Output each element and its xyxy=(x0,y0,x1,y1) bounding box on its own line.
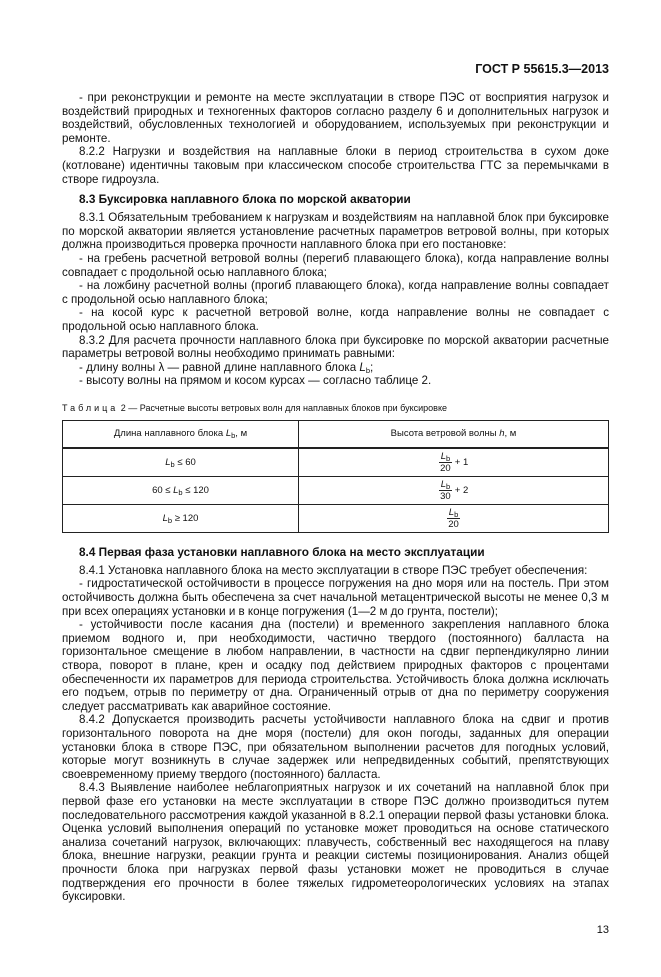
paragraph: 8.3.2 Для расчета прочности наплавного блока при буксировке по морской акватории расчетные параметры ветровой волны необходимо принимать равными: xyxy=(62,333,609,361)
subscript: b xyxy=(170,459,175,469)
text: ≤ 60 xyxy=(174,456,196,468)
variable: L xyxy=(359,360,366,374)
paragraph: 8.4.3 Выявление наиболее неблагоприятных нагрузок и их сочетаний на наплавной блок при первой фазе его установки на месте эксплуатации в створе ПЭС должно производиться путем последовательного рассмотрения каждой указанной в 8.2.1 операции первой фазы установки блока. Оценка условий выполнения операций по установке может проводиться на основе статического анализа сочетаний нагрузок, включающих: плавучесть, собственный вес находящегося на плаву блока, внешние нагрузки, реакции грунта и реакции системы позиционирования. Анализ общей прочности блока при нагрузках первой фазы установки может не проводиться в случае подтверждения его прочности в более тяжелых гидрометеорологических условиях на этапах буксировки. xyxy=(62,781,609,904)
paragraph: - устойчивости после касания дна (постели) и временного закрепления наплавного блока приемом водного и, при необходимости, частично твердого (постоянного) балласта на горизонтальное смещение в любом направлении, в частности на сдвиг перпендикулярно линии створа, поворот в плане, крен и осадку под действием природных факторов с процентами обеспеченности их параметров для периода строительства. Устойчивость блока должна исключать его подъем, отрыв по периметру от дна. Ограниченный отрыв от дна по периметру сооружения следует рассматривать как аварийное состояние. xyxy=(62,618,609,713)
caption-text: 2 — Расчетные высоты ветровых волн для наплавных блоков при буксировке xyxy=(118,402,448,413)
paragraph xyxy=(62,361,609,375)
column-header-height xyxy=(299,420,609,448)
table-row xyxy=(63,476,609,504)
fraction xyxy=(439,479,452,502)
numerator xyxy=(439,451,452,463)
text: Длина наплавного блока xyxy=(113,428,226,440)
wave-height-table xyxy=(62,420,609,533)
table-header-row xyxy=(63,420,609,448)
subscript: b xyxy=(454,509,459,519)
paragraph: - гидростатической остойчивости в процессе погружения на дно моря или на постель. При этом остойчивость должна быть обеспечена за счет начальной метацентрической высоты не менее 0,3 м при всех операциях установки и в конце погружения (1—2 м до грунта, постели); xyxy=(62,577,609,618)
text: - длину волны λ — равной длине наплавного блока xyxy=(79,360,360,374)
length-cell xyxy=(63,476,299,504)
variable: L xyxy=(173,484,179,496)
subscript: b xyxy=(446,453,451,463)
table-row xyxy=(63,448,609,477)
height-formula-cell xyxy=(299,476,609,504)
document-id: ГОСТ Р 55615.3—2013 xyxy=(475,62,609,76)
addend: + 2 xyxy=(452,484,469,496)
variable: L xyxy=(162,512,168,524)
fraction xyxy=(439,451,452,474)
paragraph: 8.4.2 Допускается производить расчеты устойчивости наплавного блока на сдвиг и против горизонтального поворота на дне моря (постели) для окон погоды, заданных для операции установки блока в створе ПЭС, при обязательном выполнении расчетов для погодных условий, которые могут возникнуть в случае задержек или непредвиденных событий, препятствующих своевременному приему твердого (постоянного) балласта. xyxy=(62,713,609,781)
length-cell xyxy=(63,504,299,532)
section-8-4 xyxy=(62,545,609,904)
numerator xyxy=(447,507,460,519)
section-heading-8-4: 8.4 Первая фаза установки наплавного блока на место эксплуатации xyxy=(79,544,485,559)
variable: L xyxy=(165,456,171,468)
variable: L xyxy=(440,478,446,490)
text: Высота ветровой волны xyxy=(390,428,500,440)
caption-word: Таблица xyxy=(62,402,119,413)
fraction xyxy=(447,507,460,530)
denominator: 20 xyxy=(448,518,459,530)
paragraph: - высоту волны на прямом и косом курсах — согласно таблице 2. xyxy=(79,374,432,388)
paragraph: 8.2.2 Нагрузки и воздействия на наплавные блоки в период строительства в сухом доке (котловане) идентичны таковым при классическом способе строительства ГТС за перемычками в створе гидроузла. xyxy=(62,145,609,186)
subscript: b xyxy=(231,431,236,441)
text: ≥ 120 xyxy=(172,512,199,524)
subscript: b xyxy=(178,487,183,497)
paragraph: - на ложбину расчетной волны (прогиб плавающего блока), когда направление волны совпадает с продольной осью наплавного блока; xyxy=(62,279,609,306)
denominator: 20 xyxy=(440,462,451,474)
variable: L xyxy=(448,506,455,518)
paragraph: - при реконструкции и ремонте на месте эксплуатации в створе ПЭС от восприятия нагрузок и воздействий природных и техногенных факторов согласно разделу 6 и дополнительных нагрузок и воздействий, обусловленных технологией и оборудованием, используемых при реконструкции и ремонте. xyxy=(62,91,609,145)
length-cell xyxy=(63,448,299,477)
variable: L xyxy=(225,428,232,440)
paragraph: 8.4.1 Установка наплавного блока на место эксплуатации в створе ПЭС требует обеспечения: xyxy=(79,563,588,577)
table-row xyxy=(63,504,609,532)
table-caption xyxy=(62,402,609,414)
subscript: b xyxy=(446,481,451,491)
page-number: 13 xyxy=(596,923,609,936)
subscript: b xyxy=(167,515,173,525)
variable: h xyxy=(499,428,505,440)
section-8-2-8-3 xyxy=(62,91,609,388)
section-heading-8-3: 8.3 Буксировка наплавного блока по морской акватории xyxy=(79,192,411,207)
height-formula-cell xyxy=(299,504,609,532)
text: , м xyxy=(504,428,517,440)
column-header-length xyxy=(63,420,299,448)
height-formula-cell xyxy=(299,448,609,477)
variable: L xyxy=(440,450,446,462)
paragraph: 8.3.1 Обязательным требованием к нагрузкам и воздействиям на наплавной блок при буксировке по морской акватории является установление расчетных параметров ветровой волны, при которых должна производиться проверка прочности наплавного блока при его постановке: xyxy=(62,211,609,252)
text: ; xyxy=(370,360,374,374)
text: 60 ≤ xyxy=(152,484,174,496)
text: , м xyxy=(235,428,248,440)
paragraph: - на косой курс к расчетной ветровой волне, когда направление волны не совпадает с продольной осью наплавного блока. xyxy=(62,306,609,333)
document-page xyxy=(62,0,609,977)
numerator xyxy=(439,479,452,491)
denominator: 30 xyxy=(440,490,451,502)
addend: + 1 xyxy=(452,456,469,468)
text: ≤ 120 xyxy=(182,484,209,496)
paragraph: - на гребень расчетной ветровой волны (перегиб плавающего блока), когда направление волны совпадает с продольной осью наплавного блока; xyxy=(62,251,609,279)
subscript: b xyxy=(365,365,371,375)
